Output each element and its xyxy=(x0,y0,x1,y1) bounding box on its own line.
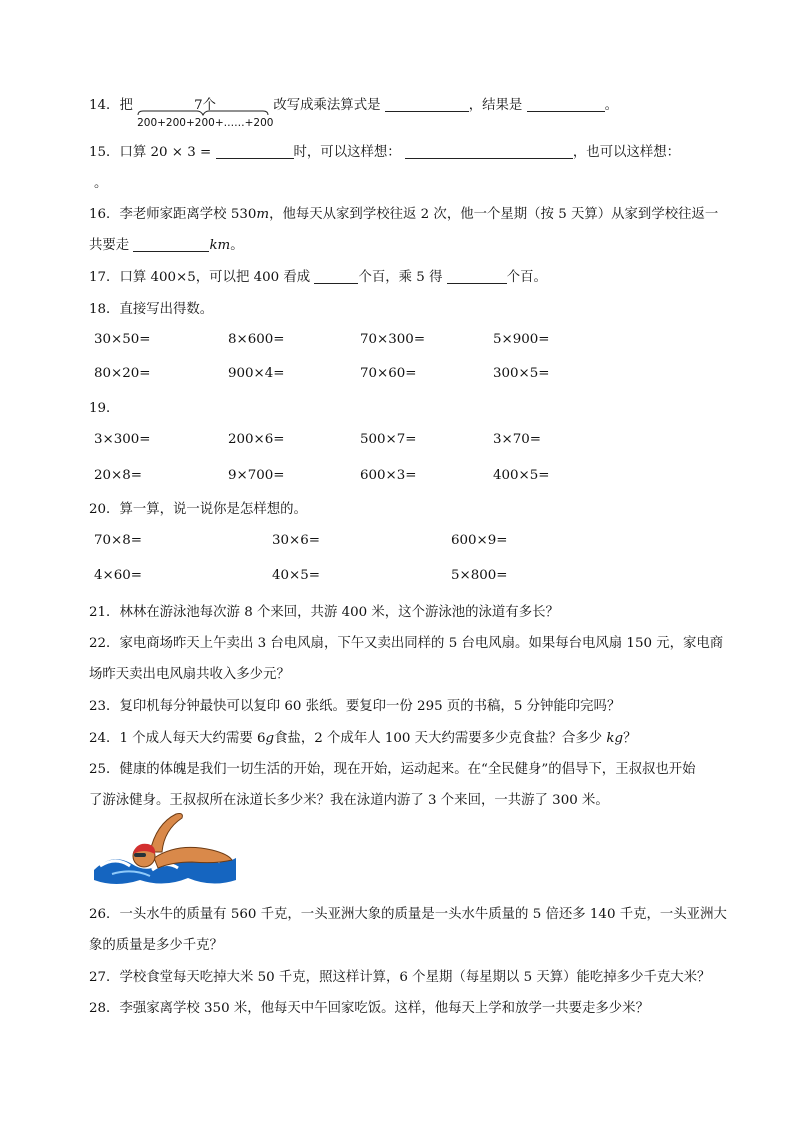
q16-line-2 xyxy=(89,236,244,256)
q25-number: 25． xyxy=(89,762,120,777)
q15-thinking-blank-1[interactable] xyxy=(405,144,573,159)
q16-answer-blank[interactable] xyxy=(133,237,209,252)
q16-number: 16． xyxy=(89,207,120,222)
q18-calc: 80×20= xyxy=(94,366,151,381)
q18-row-1 xyxy=(94,332,714,352)
q17-answer-blank-1[interactable] xyxy=(314,269,358,284)
q18-calc: 5×900= xyxy=(493,332,550,347)
q14-mid2: ，结果是 xyxy=(468,98,523,113)
question-22 xyxy=(89,634,723,654)
q19-calc: 3×70= xyxy=(493,432,541,447)
q20-text: 算一算，说一说你是怎样想的。 xyxy=(119,502,307,517)
q28-number: 28． xyxy=(89,1001,120,1016)
q27-number: 27． xyxy=(89,970,120,985)
q22-line1: 家电商场昨天上午卖出 3 台电风扇，下午又卖出同样的 5 台电风扇。如果每台电风扇 150 元，家电商 xyxy=(119,636,724,651)
q24-unit-kg: kg xyxy=(606,731,624,746)
q19-calc: 600×3= xyxy=(360,468,417,483)
q17-number: 17． xyxy=(89,270,120,285)
q20-calc: 4×60= xyxy=(94,568,142,583)
q23-text: 复印机每分钟最快可以复印 60 张纸。要复印一份 295 页的书稿，5 分钟能印完吗？ xyxy=(119,699,621,714)
q15-pre: 口算 xyxy=(119,145,147,160)
question-19 xyxy=(89,399,119,419)
q27-text: 学校食堂每天吃掉大米 50 千克，照这样计算，6 个星期（每星期以 5 天算）能吃掉多少千克大米？ xyxy=(119,970,711,985)
q18-calc: 70×300= xyxy=(360,332,426,347)
q24-mid: 食盐，2 个成年人 100 天大约需要多少克食盐？合多少 xyxy=(274,731,603,746)
q28-text: 李强家离学校 350 米，他每天中午回家吃饭。这样，他每天上学和放学一共要走多少米？ xyxy=(119,1001,649,1016)
q17-answer-blank-2[interactable] xyxy=(447,269,507,284)
question-15 xyxy=(89,143,680,163)
q20-calc: 40×5= xyxy=(272,568,320,583)
q19-row-1 xyxy=(94,432,714,452)
q26-line-2 xyxy=(89,936,223,956)
q24-end: ？ xyxy=(623,731,637,746)
q14-pre: 把 xyxy=(119,98,133,113)
q19-calc: 400×5= xyxy=(493,468,550,483)
q18-number: 18． xyxy=(89,302,120,317)
q24-unit-g: g xyxy=(265,731,275,746)
swimmer-illustration xyxy=(92,812,238,892)
question-16 xyxy=(89,205,718,225)
question-17 xyxy=(89,268,547,288)
q25-line-2 xyxy=(89,791,609,811)
q18-calc: 30×50= xyxy=(94,332,151,347)
q22-line2: 场昨天卖出电风扇共收入多少元？ xyxy=(89,667,290,682)
q18-calc: 70×60= xyxy=(360,366,417,381)
q16-unit-m: m xyxy=(256,207,270,222)
q26-line1: 一头水牛的质量有 560 千克，一头亚洲大象的质量是一头水牛质量的 5 倍还多 140 千克，一头亚洲大 xyxy=(119,907,727,922)
q19-calc: 20×8= xyxy=(94,468,142,483)
q14-count: 7个 xyxy=(194,98,217,113)
q15-mid: 时，可以这样想： xyxy=(293,145,401,160)
q21-text: 林林在游泳池每次游 8 个来回，共游 400 米，这个游泳池的泳道有多长？ xyxy=(119,605,559,620)
q22-line-2 xyxy=(89,665,290,685)
q19-calc: 200×6= xyxy=(228,432,285,447)
q14-answer-blank-1[interactable] xyxy=(385,97,469,112)
q23-number: 23． xyxy=(89,699,120,714)
q20-row-2 xyxy=(94,568,714,588)
q26-number: 26． xyxy=(89,907,120,922)
q20-calc: 30×6= xyxy=(272,533,320,548)
q19-calc: 500×7= xyxy=(360,432,417,447)
q16-line1: 李老师家距离学校 530 xyxy=(119,207,257,222)
q19-row-2 xyxy=(94,468,714,488)
q14-mid: 改写成乘法算式是 xyxy=(273,98,381,113)
question-21 xyxy=(89,603,559,623)
q19-calc: 3×300= xyxy=(94,432,151,447)
swimmer-icon xyxy=(92,812,238,888)
q14-end: 。 xyxy=(604,98,618,113)
q20-calc: 600×9= xyxy=(451,533,508,548)
q21-number: 21． xyxy=(89,605,120,620)
q20-calc: 70×8= xyxy=(94,533,142,548)
q20-row-1 xyxy=(94,533,714,553)
q19-number: 19． xyxy=(89,401,120,416)
q17-mid: 个百，乘 5 得 xyxy=(358,270,443,285)
question-23 xyxy=(89,697,620,717)
q15-answer-blank[interactable] xyxy=(216,144,294,159)
q18-calc: 900×4= xyxy=(228,366,285,381)
q19-calc: 9×700= xyxy=(228,468,285,483)
q17-pre: 口算 400×5，可以把 400 看成 xyxy=(119,270,311,285)
q15-cont: 。 xyxy=(94,176,108,191)
q14-brace-expression xyxy=(137,96,274,129)
question-20 xyxy=(89,500,307,520)
q17-end: 个百。 xyxy=(506,270,547,285)
q15-mid2: ，也可以这样想： xyxy=(572,145,681,160)
question-27 xyxy=(89,968,710,988)
q18-calc: 8×600= xyxy=(228,332,285,347)
q25-line2: 了游泳健身。王叔叔所在泳道长多少米？我在泳道内游了 3 个来回，一共游了 300 米。 xyxy=(89,793,609,808)
q22-number: 22． xyxy=(89,636,120,651)
q18-text: 直接写出得数。 xyxy=(119,302,214,317)
q24-number: 24． xyxy=(89,731,120,746)
q20-number: 20． xyxy=(89,502,120,517)
q18-calc: 300×5= xyxy=(493,366,550,381)
question-14 xyxy=(89,96,618,129)
q24-pre: 1 个成人每天大约需要 6 xyxy=(119,731,266,746)
q20-calc: 5×800= xyxy=(451,568,508,583)
q14-addition-expr: 200+200+200+……+200 xyxy=(137,117,274,129)
question-25 xyxy=(89,760,696,780)
q16-end: 。 xyxy=(230,238,244,253)
q25-line1: 健康的体魄是我们一切生活的开始，现在开始，运动起来。在“全民健身”的倡导下，王叔叔也开始 xyxy=(119,762,696,777)
question-24 xyxy=(89,729,637,749)
q15-expr: 20 × 3 = xyxy=(150,145,212,160)
question-18 xyxy=(89,300,213,320)
q16-line1b: ，他每天从家到学校往返 2 次，他一个星期（按 5 天算）从家到学校往返一 xyxy=(269,207,719,222)
q18-row-2 xyxy=(94,366,714,386)
q15-number: 15． xyxy=(89,145,120,160)
q15-continuation xyxy=(94,174,107,194)
q16-line2: 共要走 xyxy=(89,238,130,253)
q16-unit-km: km xyxy=(209,238,231,253)
q26-line2: 象的质量是多少千克？ xyxy=(89,938,223,953)
question-26 xyxy=(89,905,727,925)
question-28 xyxy=(89,999,649,1019)
q14-number: 14． xyxy=(89,98,120,113)
q14-answer-blank-2[interactable] xyxy=(527,97,605,112)
